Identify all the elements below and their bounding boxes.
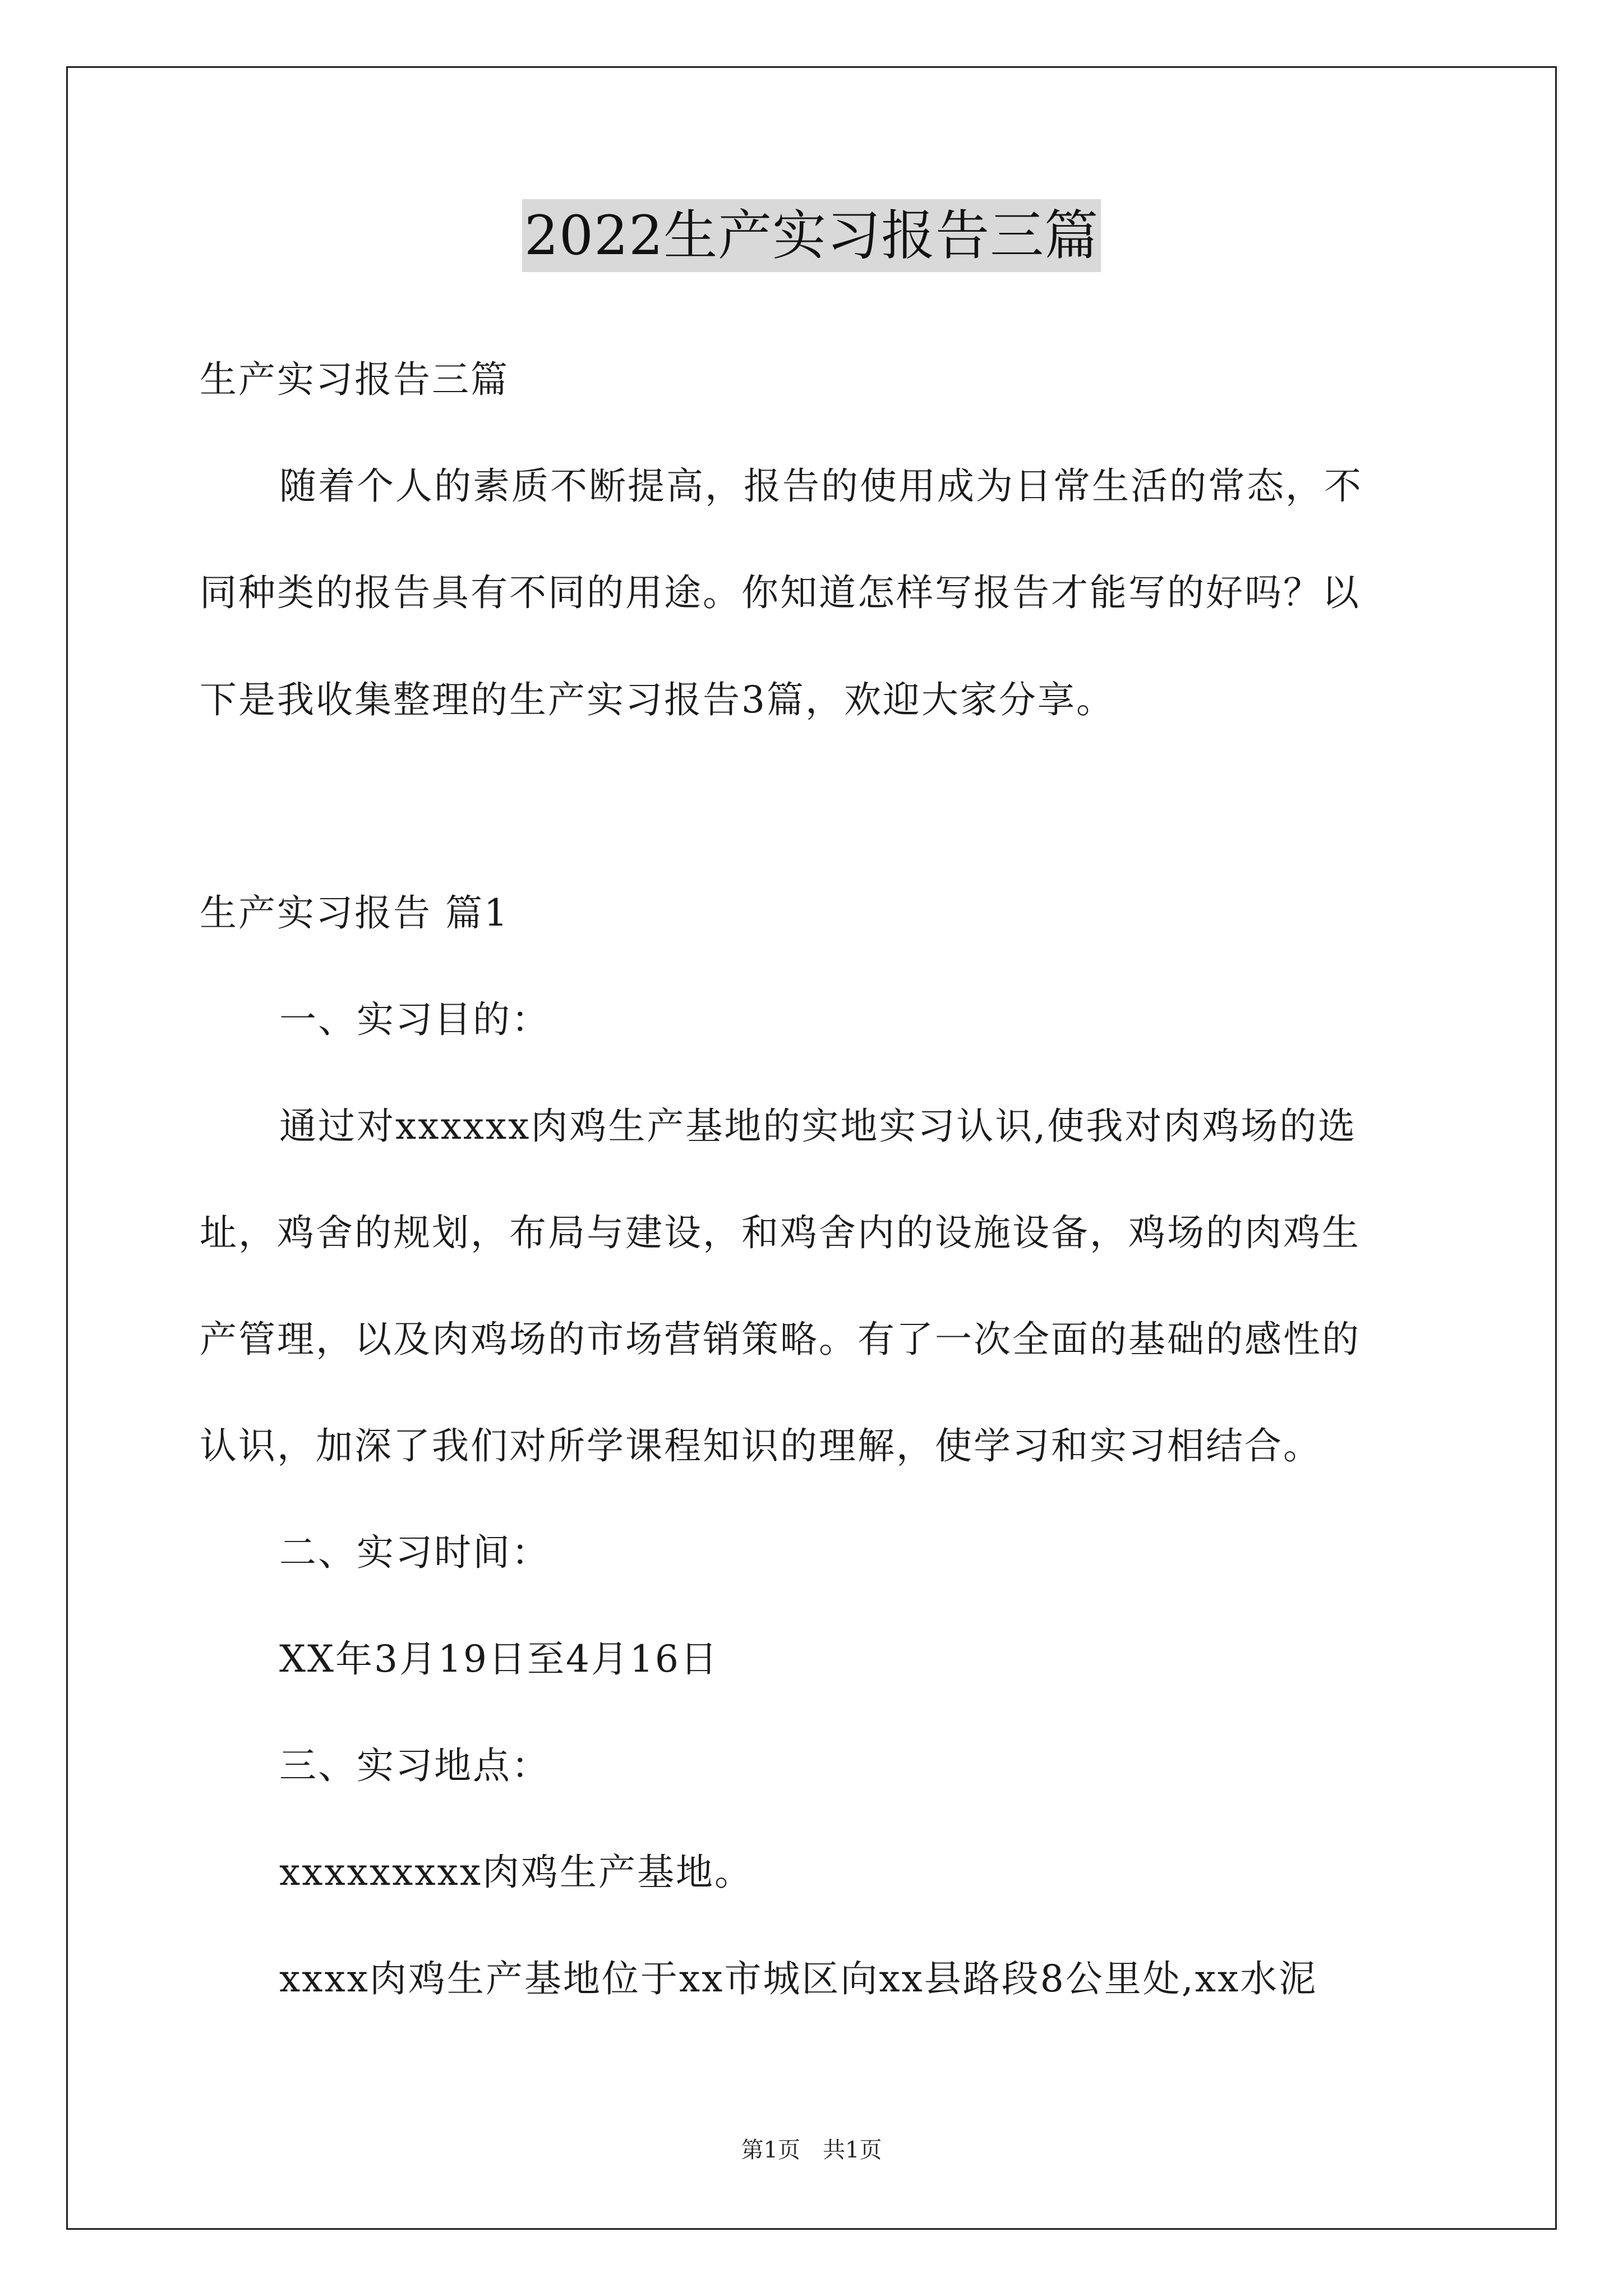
page-footer: 第1页 共1页	[741, 2137, 882, 2163]
subheading-time: 二、实习时间：	[279, 1531, 550, 1574]
paragraph-line: 认识，加深了我们对所学课程知识的理解，使学习和实习相结合。	[200, 1424, 1322, 1467]
paragraph-line: 址，鸡舍的规划，布局与建设，和鸡舍内的设施设备，鸡场的肉鸡生	[200, 1211, 1361, 1254]
subheading-location: 三、实习地点：	[279, 1744, 550, 1787]
paragraph-line: 同种类的报告具有不同的用途。你知道怎样写报告才能写的好吗？以	[200, 571, 1361, 614]
paragraph-line: xxxxxxxxx肉鸡生产基地。	[279, 1851, 753, 1894]
paragraph-line: 下是我收集整理的生产实习报告3篇，欢迎大家分享。	[200, 678, 1115, 721]
paragraph-line: 随着个人的素质不断提高，报告的使用成为日常生活的常态，不	[279, 464, 1363, 508]
paragraph-line: 通过对xxxxxx肉鸡生产基地的实地实习认识,使我对肉鸡场的选	[279, 1105, 1357, 1148]
section-heading: 生产实习报告 篇1	[200, 891, 509, 935]
subheading-purpose: 一、实习目的：	[279, 998, 550, 1041]
title-block	[0, 199, 1623, 272]
paragraph-line: 产管理，以及肉鸡场的市场营销策略。有了一次全面的基础的感性的	[200, 1318, 1361, 1361]
paragraph-line: XX年3月19日至4月16日	[279, 1637, 719, 1681]
subtitle-line: 生产实习报告三篇	[200, 358, 509, 401]
paragraph-line: xxxx肉鸡生产基地位于xx市城区向xx县路段8公里处,xx水泥	[279, 1957, 1318, 2000]
document-title: 2022生产实习报告三篇	[522, 199, 1101, 272]
